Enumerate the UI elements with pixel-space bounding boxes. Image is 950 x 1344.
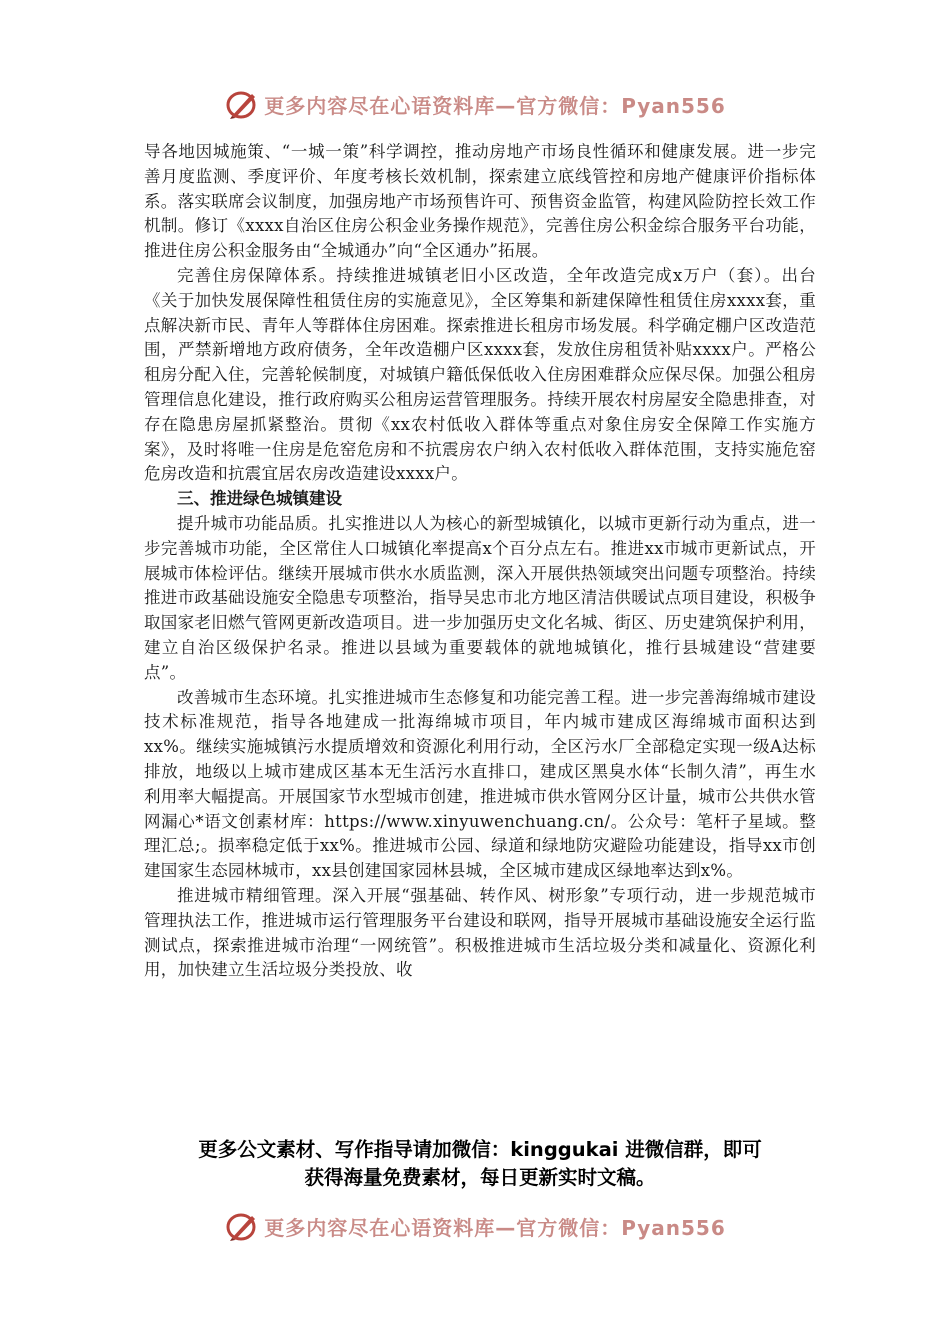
paragraph: 完善住房保障体系。持续推进城镇老旧小区改造，全年改造完成x万户（套）。出台《关于加快发展保障性租赁住房的实施意见》，全区筹集和新建保障性租赁住房xxxx套，重点解决新市民、青年人等群体住房困难。探索推进长租房市场发展。科学确定棚户区改造范围，严禁新增地方政府债务，全年改造棚户区xxxx套，发放住房租赁补贴xxxx户。严格公租房分配入住，完善轮候制度，对城镇户籍低保低收入住房困难群众应保尽保。加强公租房管理信息化建设，推行政府购买公租房运营管理服务。持续开展农村房屋安全隐患排查，对存在隐患房屋抓紧整治。贯彻《xx农村低收入群体等重点对象住房安全保障工作实施方案》，及时将唯一住房是危窑危房和不抗震房农户纳入农村低收入群体范围，支持实施危窑危房改造和抗震宜居农房改造建设xxxx户。 <box>144 265 816 484</box>
paragraph: 改善城市生态环境。扎实推进城市生态修复和功能完善工程。进一步完善海绵城市建设技术标准规范，指导各地建成一批海绵城市项目，年内城市建成区海绵城市面积达到xx%。继续实施城镇污水提质增效和资源化利用行动，全区污水厂全部稳定实现一级A达标排放，地级以上城市建成区基本无生活污水直排口，建成区黑臭水体“长制久清”，再生水利用率大幅提高。开展国家节水型城市创建，推进城市供水管网分区计量，城市公共供水管网漏心*语文创素材库：https://www.xinyuwenchuang.cn/。公众号：笔杆子星域。整理汇总;。损率稳定低于xx%。推进城市公园、绿道和绿地防灾避险功能建设，指导xx市创建国家生态园林城市，xx县创建国家园林县城，全区城市建成区绿地率达到x%。 <box>144 687 816 881</box>
paragraph: 提升城市功能品质。扎实推进以人为核心的新型城镇化，以城市更新行动为重点，进一步完善城市功能，全区常住人口城镇化率提高x个百分点左右。推进xx市城市更新试点，开展城市体检评估。继续开展城市供水水质监测，深入开展供热领域突出问题专项整治。持续推进市政基础设施安全隐患专项整治，指导吴忠市北方地区清洁供暖试点项目建设，积极争取国家老旧燃气管网更新改造项目。进一步加强历史文化名城、街区、历史建筑保护利用，建立自治区级保护名录。推进以县域为重要载体的就地城镇化，推行县城建设“营建要点”。 <box>144 513 816 682</box>
paragraph: 推进城市精细管理。深入开展“强基础、转作风、树形象”专项行动，进一步规范城市管理执法工作，推进城市运行管理服务平台建设和联网，指导开展城市基础设施安全运行监测试点，探索推进城市治理“一网统管”。积极推进城市生活垃圾分类和减量化、资源化利用，加快建立生活垃圾分类投放、收 <box>144 885 816 980</box>
footer-banner-text: 更多内容尽在心语资料库—官方微信：Pyan556 <box>264 1215 726 1240</box>
header-banner <box>0 84 950 124</box>
paragraph: 导各地因城施策、“一城一策”科学调控，推动房地产市场良性循环和健康发展。进一步完善月度监测、季度评价、年度考核长效机制，探索建立底线管控和房地产健康评价指标体系。落实联席会议制度，加强房地产市场预售许可、预售资金监管，构建风险防控长效工作机制。修订《xxxx自治区住房公积金业务操作规范》，完善住房公积金综合服务平台功能，推进住房公积金服务由“全城通办”向“全区通办”拓展。 <box>144 142 816 261</box>
promo-line-1: 更多公文素材、写作指导请加微信：kinggukai 进微信群，即可 <box>198 1138 762 1161</box>
pen-logo-icon <box>224 88 260 120</box>
pen-logo-icon <box>224 1210 260 1242</box>
promo-notice <box>144 1136 816 1192</box>
header-banner-text: 更多内容尽在心语资料库—官方微信：Pyan556 <box>264 93 726 118</box>
footer-banner <box>0 1206 950 1246</box>
document-body <box>144 140 816 983</box>
section-heading: 三、推进绿色城镇建设 <box>177 489 342 509</box>
promo-line-2: 获得海量免费素材，每日更新实时文稿。 <box>304 1166 656 1189</box>
